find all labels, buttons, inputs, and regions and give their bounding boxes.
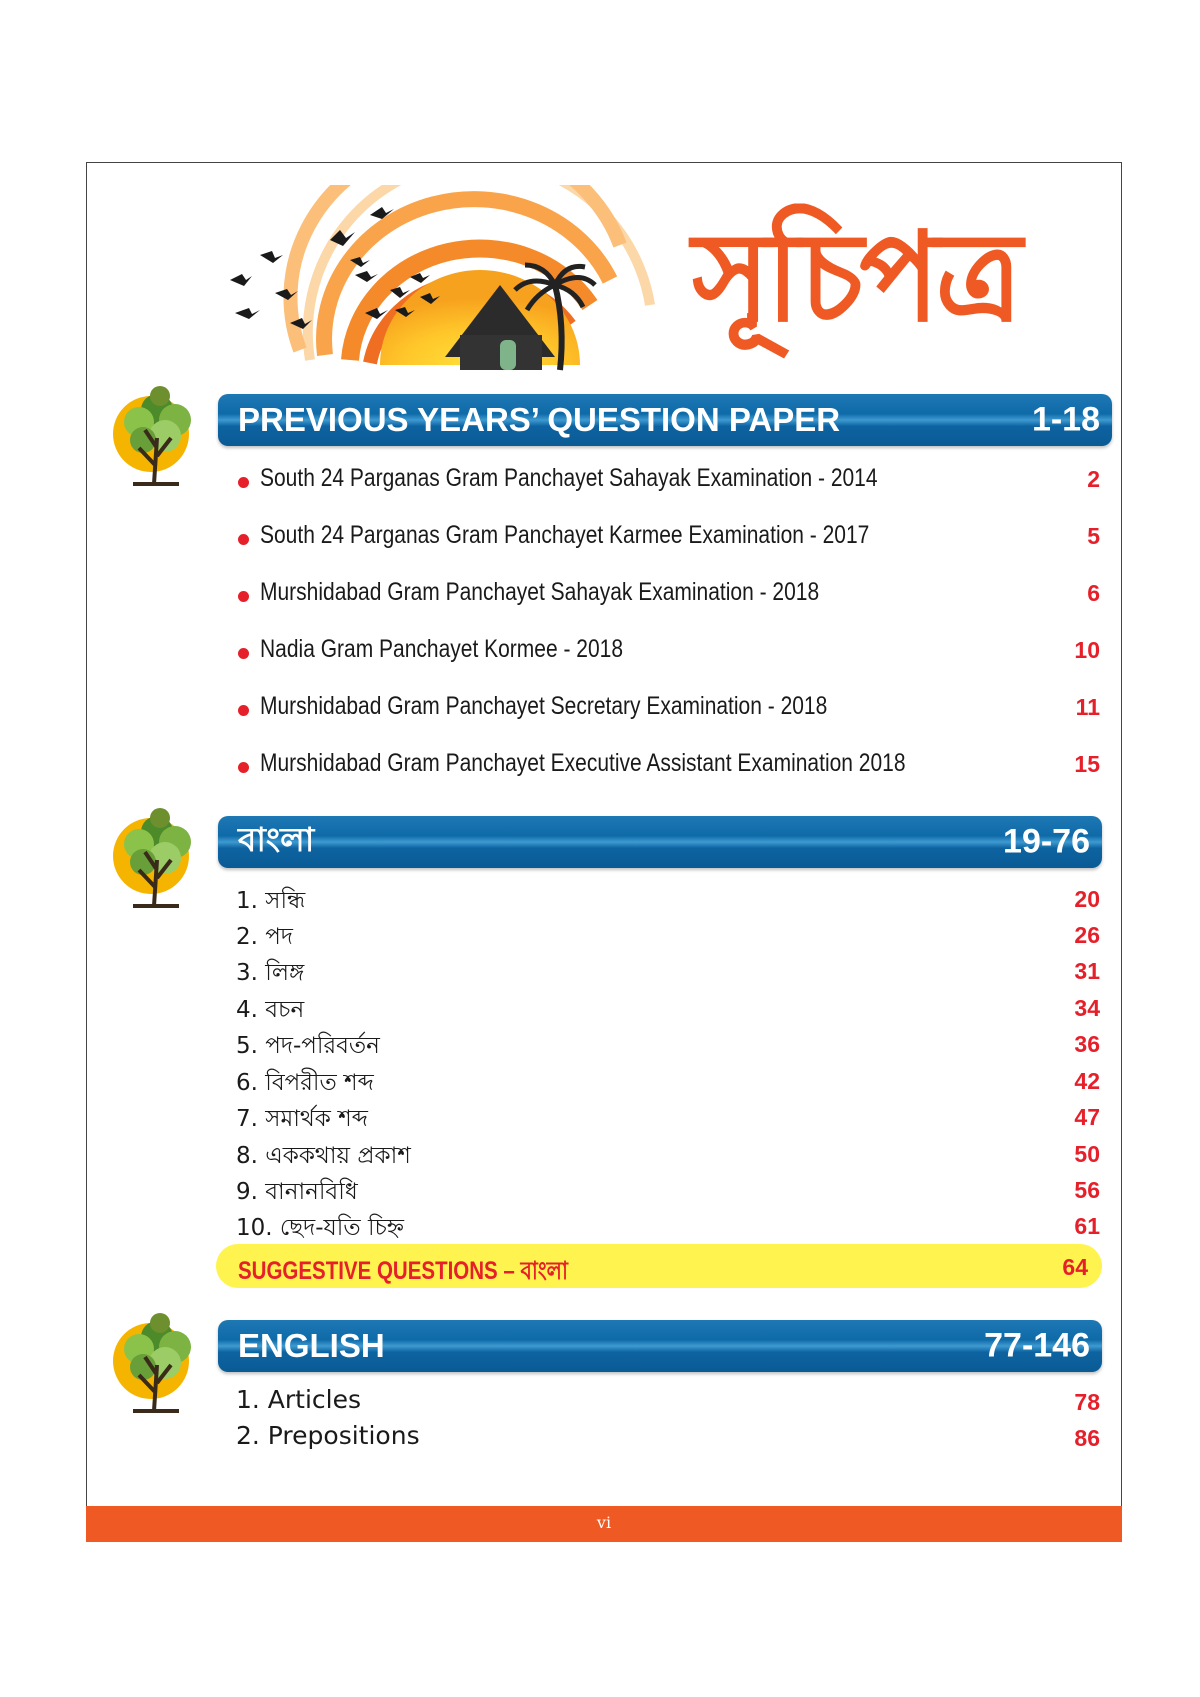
toc-item-label: 3. লিঙ্গ	[236, 960, 305, 986]
toc-item[interactable]	[236, 1385, 1100, 1419]
toc-item[interactable]	[236, 462, 1100, 502]
toc-item-page: 5	[1087, 523, 1100, 549]
bullet-icon	[238, 762, 249, 773]
toc-item-page: 78	[1074, 1389, 1100, 1415]
toc-item-label: 2. পদ	[236, 924, 293, 950]
toc-item[interactable]	[236, 1173, 1100, 1207]
toc-item[interactable]	[236, 1100, 1100, 1134]
toc-item[interactable]	[236, 991, 1100, 1025]
bullet-icon	[238, 705, 249, 716]
bullet-icon	[238, 477, 249, 488]
toc-item-page: 10	[1074, 637, 1100, 663]
toc-item-label: 4. বচন	[236, 997, 305, 1023]
toc-item-label: 7. সমার্থক শব্দ	[236, 1106, 368, 1132]
page-title: সূচিপত্র	[692, 204, 1019, 350]
toc-item[interactable]	[236, 576, 1100, 616]
section-header-previous-years	[218, 394, 1112, 446]
toc-item-page: 20	[1074, 886, 1100, 912]
bullet-icon	[238, 648, 249, 659]
toc-item[interactable]	[236, 882, 1100, 916]
toc-item-label: 1. সন্ধি	[236, 888, 306, 914]
toc-item-label: Murshidabad Gram Panchayet Executive Assistant Examination 2018	[260, 749, 906, 777]
section-header-english	[218, 1320, 1102, 1372]
section-page-range: 77-146	[984, 1326, 1090, 1365]
suggestive-questions-label: SUGGESTIVE QUESTIONS – বাংলা	[238, 1257, 568, 1285]
toc-item-page: 31	[1074, 958, 1100, 984]
bullet-icon	[238, 591, 249, 602]
toc-item-page: 15	[1074, 751, 1100, 777]
toc-item-page: 61	[1074, 1213, 1100, 1239]
toc-item-label: South 24 Parganas Gram Panchayet Karmee Examination - 2017	[260, 521, 870, 549]
page-number: vi	[596, 1513, 612, 1532]
section-header-bangla	[218, 816, 1102, 868]
toc-item[interactable]	[236, 1421, 1100, 1455]
toc-item-page: 6	[1087, 580, 1100, 606]
toc-item-page: 42	[1074, 1068, 1100, 1094]
toc-item[interactable]	[236, 690, 1100, 730]
toc-item-label: Murshidabad Gram Panchayet Secretary Examination - 2018	[260, 692, 828, 720]
toc-item[interactable]	[236, 954, 1100, 988]
toc-item-page: 56	[1074, 1177, 1100, 1203]
tree-icon	[105, 378, 205, 490]
toc-item-page: 26	[1074, 922, 1100, 948]
suggestive-questions-item[interactable]	[216, 1244, 1102, 1288]
toc-item[interactable]	[236, 1209, 1100, 1243]
toc-item-page: 36	[1074, 1031, 1100, 1057]
toc-item-page: 86	[1074, 1425, 1100, 1451]
toc-item-label: 2. Prepositions	[236, 1421, 420, 1450]
toc-item-label: 9. বানানবিধি	[236, 1179, 358, 1205]
footer-bar	[86, 1506, 1122, 1542]
toc-item[interactable]	[236, 633, 1100, 673]
tree-icon	[105, 800, 205, 912]
toc-item[interactable]	[236, 1027, 1100, 1061]
toc-item-page: 47	[1074, 1104, 1100, 1130]
toc-item-label: Murshidabad Gram Panchayet Sahayak Examination - 2018	[260, 578, 820, 606]
toc-item[interactable]	[236, 747, 1100, 787]
section-title: বাংলা	[238, 821, 315, 858]
toc-item-label: 8. এককথায় প্রকাশ	[236, 1143, 411, 1169]
section-page-range: 1-18	[1031, 400, 1100, 439]
toc-item-label: 1. Articles	[236, 1385, 362, 1414]
suggestive-questions-page: 64	[1062, 1254, 1088, 1280]
toc-item-label: South 24 Parganas Gram Panchayet Sahayak Examination - 2014	[260, 464, 878, 492]
section-title: ENGLISH	[238, 1327, 385, 1364]
section-page-range: 19-76	[1003, 822, 1090, 861]
toc-item-page: 34	[1074, 995, 1100, 1021]
bullet-icon	[238, 534, 249, 545]
toc-item-page: 11	[1075, 694, 1100, 720]
tree-icon	[105, 1305, 205, 1417]
toc-item[interactable]	[236, 918, 1100, 952]
toc-item-label: 10. ছেদ-যতি চিহ্ন	[236, 1215, 405, 1241]
section-title: PREVIOUS YEARS’ QUESTION PAPER	[238, 401, 841, 438]
sunset-hut-illustration	[230, 185, 690, 375]
toc-item-page: 50	[1074, 1141, 1100, 1167]
toc-item-label: 6. বিপরীত শব্দ	[236, 1070, 374, 1096]
toc-item[interactable]	[236, 1137, 1100, 1171]
toc-item-label: 5. পদ-পরিবর্তন	[236, 1033, 380, 1059]
toc-item[interactable]	[236, 1064, 1100, 1098]
toc-item[interactable]	[236, 519, 1100, 559]
toc-item-page: 2	[1087, 466, 1100, 492]
toc-item-label: Nadia Gram Panchayet Kormee - 2018	[260, 635, 624, 663]
